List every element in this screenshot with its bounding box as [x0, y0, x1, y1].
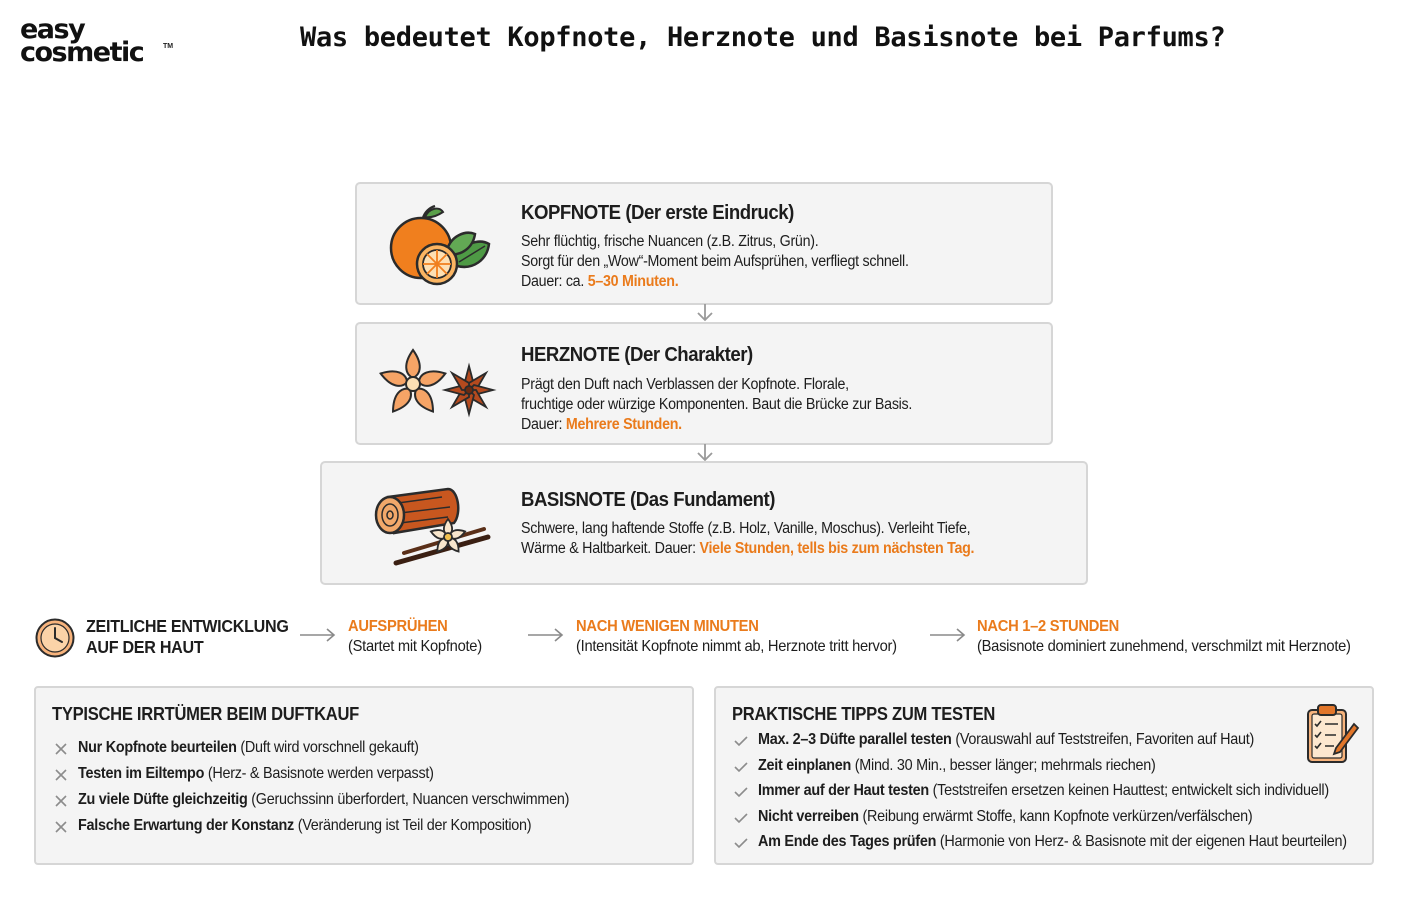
- timeline-step-description: (Basisnote dominiert zunehmend, verschmilzt mit Herznote): [977, 638, 1351, 655]
- tip-rest: (Teststreifen ersetzen keinen Hauttest; entwickelt sich individuell): [928, 782, 1329, 799]
- tips-title: PRAKTISCHE TIPPS ZUM TESTEN: [732, 704, 996, 724]
- top-note-line-2: Sorgt für den „Wow“-Moment beim Aufsprühen, verfliegt schnell.: [521, 253, 909, 270]
- heart-note-line-1: Prägt den Duft nach Verblassen der Kopfnote. Florale,: [521, 376, 849, 393]
- tip-bold: Zeit einplanen: [758, 756, 852, 774]
- tip-rest: (Vorauswahl auf Teststreifen, Favoriten auf Haut): [951, 731, 1254, 748]
- top-note-card: [355, 182, 1053, 305]
- myths-list: [52, 738, 624, 842]
- brand-logo: [20, 14, 180, 69]
- tip-bold: Max. 2–3 Düfte parallel testen: [758, 731, 952, 748]
- heart-note-title: HERZNOTE (Der Charakter): [521, 344, 753, 366]
- arrow-down-icon: [693, 444, 717, 462]
- checkmark-icon: [734, 811, 748, 825]
- myth-rest: (Herz- & Basisnote werden verpasst): [204, 765, 434, 782]
- list-item: [52, 790, 624, 816]
- base-note-card: [320, 461, 1088, 585]
- list-item: [52, 738, 624, 764]
- myth-bold: Zu viele Düfte gleichzeitig: [78, 791, 248, 808]
- flower-star-anise-icon: [379, 346, 499, 422]
- heart-note-duration: [521, 415, 912, 435]
- list-item: [732, 730, 1408, 756]
- myths-title: TYPISCHE IRRTÜMER BEIM DUFTKAUF: [52, 704, 360, 724]
- checkmark-icon: [734, 836, 748, 850]
- heart-note-card: [355, 322, 1053, 445]
- timeline-step-title: AUFSPRÜHEN: [348, 618, 448, 635]
- tips-panel: [714, 686, 1374, 865]
- citrus-icon: [385, 204, 493, 286]
- cross-icon: [54, 820, 68, 834]
- cross-icon: [54, 768, 68, 782]
- base-note-duration-label: Wärme & Haltbarkeit. Dauer:: [521, 540, 700, 557]
- logo-trademark: TM: [163, 43, 174, 50]
- heart-note-line-2: fruchtige oder würzige Komponenten. Baut die Brücke zur Basis.: [521, 396, 913, 413]
- tip-rest: (Reibung erwärmt Stoffe, kann Kopfnote verkürzen/verfälschen): [858, 807, 1253, 825]
- myths-panel: [34, 686, 694, 865]
- tip-rest: (Mind. 30 Min., besser länger; mehrmals riechen): [851, 756, 1156, 774]
- list-item: [52, 764, 624, 790]
- base-note-duration-value: Viele Stunden, tells bis zum nächsten Tag.: [699, 540, 975, 557]
- list-item: [52, 816, 624, 842]
- myth-rest: (Duft wird vorschnell gekauft): [236, 739, 419, 756]
- heart-note-duration-value: Mehrere Stunden.: [565, 416, 682, 433]
- top-note-duration-label: Dauer: ca.: [521, 273, 588, 290]
- logo-line-2: cosmetic: [20, 37, 144, 69]
- timeline-step-description: (Startet mit Kopfnote): [348, 638, 482, 655]
- heart-note-description: [521, 375, 912, 435]
- tip-bold: Am Ende des Tages prüfen: [758, 833, 937, 850]
- base-note-line-1: Schwere, lang haftende Stoffe (z.B. Holz, Vanille, Moschus). Verleiht Tiefe,: [521, 520, 971, 537]
- arrow-right-icon: [528, 628, 564, 642]
- timeline-step-title: NACH WENIGEN MINUTEN: [576, 618, 759, 635]
- arrow-right-icon: [300, 628, 336, 642]
- arrow-down-icon: [693, 304, 717, 322]
- cross-icon: [54, 742, 68, 756]
- top-note-duration-value: 5–30 Minuten.: [587, 273, 679, 290]
- cross-icon: [54, 794, 68, 808]
- timeline-heading-line-2: AUF DER HAUT: [86, 637, 204, 657]
- timeline-step: [977, 617, 1351, 657]
- page-title: Was bedeutet Kopfnote, Herznote und Basisnote bei Parfums?: [300, 22, 1226, 53]
- list-item: [732, 756, 1408, 782]
- clock-icon: [34, 617, 76, 659]
- list-item: [732, 807, 1408, 833]
- checkmark-icon: [734, 785, 748, 799]
- top-note-duration: [521, 272, 909, 292]
- myth-bold: Testen im Eiltempo: [78, 765, 205, 782]
- myth-rest: (Veränderung ist Teil der Komposition): [293, 817, 532, 834]
- timeline-heading: [86, 616, 289, 658]
- myth-bold: Falsche Erwartung der Konstanz: [78, 817, 294, 834]
- tips-list: [732, 730, 1408, 858]
- list-item: [732, 832, 1408, 858]
- checkmark-icon: [734, 760, 748, 774]
- timeline-step-title: NACH 1–2 STUNDEN: [977, 618, 1119, 635]
- myth-bold: Nur Kopfnote beurteilen: [78, 739, 237, 756]
- logo-line-1: easy: [20, 14, 85, 45]
- checkmark-icon: [734, 734, 748, 748]
- heart-note-duration-label: Dauer:: [521, 416, 566, 433]
- top-note-description: [521, 232, 909, 292]
- base-note-title: BASISNOTE (Das Fundament): [521, 489, 775, 511]
- timeline-step-description: (Intensität Kopfnote nimmt ab, Herznote tritt hervor): [576, 638, 897, 655]
- arrow-right-icon: [930, 628, 966, 642]
- list-item: [732, 781, 1408, 807]
- base-note-description: [521, 519, 974, 559]
- myth-rest: (Geruchssinn überfordert, Nuancen verschwimmen): [247, 791, 570, 808]
- top-note-line-1: Sehr flüchtig, frische Nuancen (z.B. Zitrus, Grün).: [521, 233, 819, 250]
- timeline-step: [576, 617, 897, 657]
- tip-bold: Nicht verreiben: [758, 807, 859, 825]
- top-note-title: KOPFNOTE (Der erste Eindruck): [521, 202, 794, 224]
- tip-rest: (Harmonie von Herz- & Basisnote mit der eigenen Haut beurteilen): [936, 833, 1347, 850]
- timeline-step: [348, 617, 482, 657]
- timeline-heading-line-1: ZEITLICHE ENTWICKLUNG: [86, 616, 289, 636]
- base-note-line-2: [521, 539, 974, 559]
- tip-bold: Immer auf der Haut testen: [758, 782, 929, 799]
- wood-vanilla-icon: [370, 483, 494, 567]
